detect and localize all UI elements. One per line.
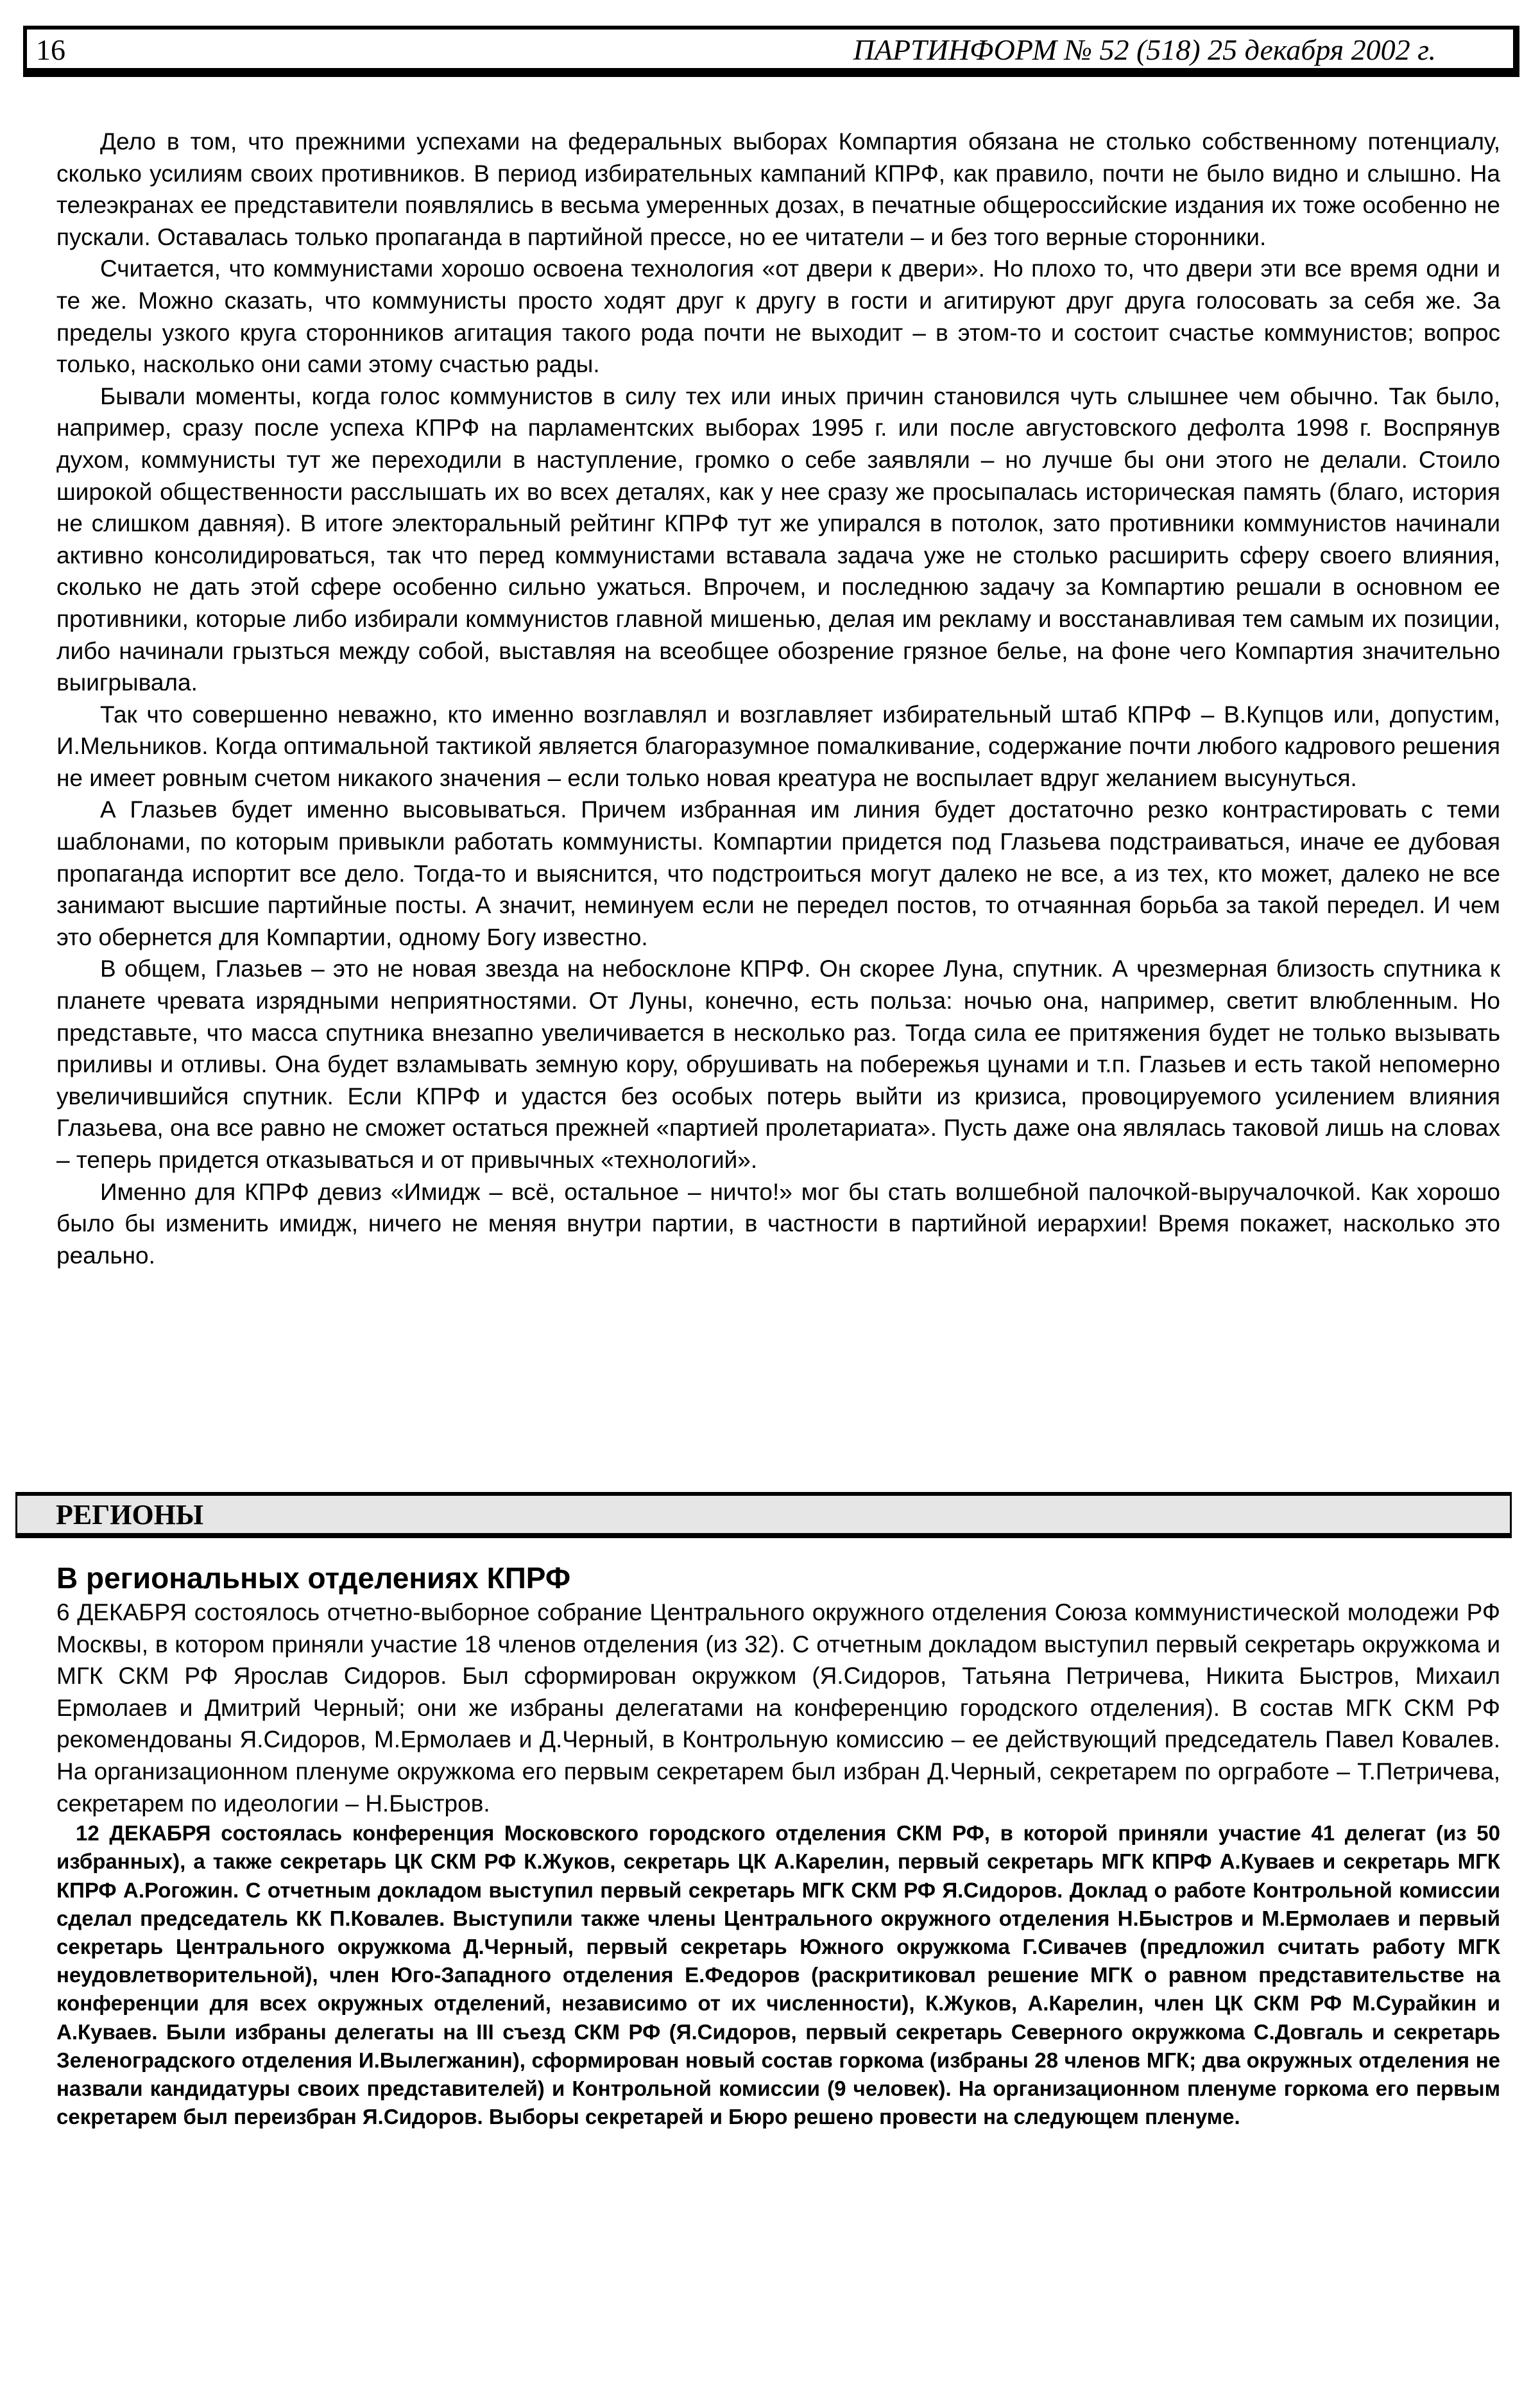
regions-section xyxy=(56,1559,1500,2131)
article-paragraph: Так что совершенно неважно, кто именно возглавлял и возглавляет избирательный штаб КПРФ – В.Купцов или, допустим, И.Мельников. Когда оптимальной тактикой является благоразумное помалкивание, содержание почти любого кадрового решения не имеет ровным счетом никакого значения – если только новая креатура не воспылает вдруг желанием высунуться. xyxy=(56,701,1500,791)
section-banner xyxy=(15,1492,1512,1538)
page-header xyxy=(23,26,1519,77)
publication-title: ПАРТИНФОРМ № 52 (518) 25 декабря 2002 г. xyxy=(853,33,1436,66)
article-paragraph: Именно для КПРФ девиз «Имидж – всё, остальное – ничто!» мог бы стать волшебной палочкой-выручалочкой. Как хорошо было бы изменить имидж, ничего не меняя внутри партии, в частности в партийной иерархии! Время покажет, насколько это реально. xyxy=(56,1178,1500,1269)
section-label: РЕГИОНЫ xyxy=(56,1499,204,1530)
news-paragraph-bold: 12 ДЕКАБРЯ состоялась конференция Московского городского отделения СКМ РФ, в которой приняли участие 41 делегат (из 50 избранных), а также секретарь ЦК СКМ РФ К.Жуков, секретарь ЦК А.Карелин, первый секретарь МГК КПРФ А.Куваев и секретарь МГК КПРФ А.Рогожин. С отчетным докладом выступил первый секретарь МГК СКМ РФ Я.Сидоров. Доклад о работе Контрольной комиссии сделал председатель КК П.Ковалев. Выступили также члены Центрального окружного отделения Н.Быстров и М.Ермолаев и первый секретарь Центрального окружкома Д.Черный, первый секретарь Южного окружкома Г.Сивачев (предложил считать работу МГК неудовлетворительной), член Юго-Западного отделения Е.Федоров (раскритиковал решение МГК о равном представительстве на конференции для всех окружных отделений, независимо от их численности), К.Жуков, А.Карелин, член ЦК СКМ РФ М.Сурайкин и А.Куваев. Были избраны делегаты на III съезд СКМ РФ (Я.Сидоров, первый секретарь Северного окружкома С.Довгаль и секретарь Зеленоградского отделения И.Вылегжанин), сформирован новый состав горкома (избраны 28 членов МГК; два окружных отделения не назвали кандидатуры своих представителей) и Контрольной комиссии (9 человек). На организационном пленуме горкома его первым секретарем был переизбран Я.Сидоров. Выборы секретарей и Бюро решено провести на следующем пленуме. xyxy=(56,1821,1500,2129)
page-number: 16 xyxy=(36,33,65,66)
section-heading: В региональных отделениях КПРФ xyxy=(56,1561,571,1595)
article-paragraph: В общем, Глазьев – это не новая звезда на небосклоне КПРФ. Он скорее Луна, спутник. А чрезмерная близость спутника к планете чревата изрядными неприятностями. От Луны, конечно, есть польза: ночью она, например, светит влюбленным. Но представьте, что масса спутника внезапно увеличивается в несколько раз. Тогда сила ее притяжения будет не только вызывать приливы и отливы. Она будет взламывать земную кору, обрушивать на побережья цунами и т.п. Глазьев и есть такой непомерно увеличившийся спутник. Если КПРФ и удастся без особых потерь выйти из кризиса, провоцируемого усилением влияния Глазьева, она все равно не сможет остаться прежней «партией пролетариата». Пусть даже она являлась таковой лишь на словах – теперь придется отказываться и от привычных «технологий». xyxy=(56,955,1500,1173)
article-body xyxy=(56,126,1500,1271)
article-paragraph: А Глазьев будет именно высовываться. Причем избранная им линия будет достаточно резко контрастировать с теми шаблонами, по которым привыкли работать коммунисты. Компартии придется под Глазьева подстраиваться, иначе ее дубовая пропаганда испортит все дело. Тогда-то и выяснится, что подстроиться могут далеко не все, а из тех, кто может, далеко не все занимают высшие партийные посты. А значит, неминуем если не передел постов, то отчаянная борьба за такой передел. И чем это обернется для Компартии, одному Богу известно. xyxy=(56,796,1500,950)
news-paragraph: 6 ДЕКАБРЯ состоялось отчетно-выборное собрание Центрального окружного отделения Союза коммунистической молодежи РФ Москвы, в котором приняли участие 18 членов отделения (из 32). С отчетным докладом выступил первый секретарь окружкома и МГК СКМ РФ Ярослав Сидоров. Был сформирован окружком (Я.Сидоров, Татьяна Петричева, Никита Быстров, Михаил Ермолаев и Дмитрий Черный; они же избраны делегатами на конференцию городского отделения). В состав МГК СКМ РФ рекомендованы Я.Сидоров, М.Ермолаев и Д.Черный, в Контрольную комиссию – ее действующий председатель Павел Ковалев. На организационном пленуме окружкома его первым секретарем был избран Д.Черный, секретарем по оргработе – Т.Петричева, секретарем по идеологии – Н.Быстров. xyxy=(56,1599,1500,1817)
article-paragraph: Бывали моменты, когда голос коммунистов в силу тех или иных причин становился чуть слышнее чем обычно. Так было, например, сразу после успеха КПРФ на парламентских выборах 1995 г. или после августовского дефолта 1998 г. Воспрянув духом, коммунисты тут же переходили в наступление, громко о себе заявляли – но лучше бы они этого не делали. Стоило широкой общественности расслышать их во всех деталях, как у нее сразу же просыпалась историческая память (благо, история не слишком давняя). В итоге электоральный рейтинг КПРФ тут же упирался в потолок, зато противники коммунистов начинали активно консолидироваться, так что перед коммунистами вставала задача уже не столько расширить сферу своего влияния, сколько не дать этой сфере особенно сильно ужаться. Впрочем, и последнюю задачу за Компартию решали в основном ее противники, которые либо избирали коммунистов главной мишенью, делая им рекламу и восстанавливая тем самым их позиции, либо начинали грызться между собой, выставляя на всеобщее обозрение грязное белье, на фоне чего Компартия значительно выигрывала. xyxy=(56,382,1500,696)
article-paragraph: Дело в том, что прежними успехами на федеральных выборах Компартия обязана не столько собственному потенциалу, сколько усилиям своих противников. В период избирательных кампаний КПРФ, как правило, почти не было видно и слышно. На телеэкранах ее представители появлялись в весьма умеренных дозах, в печатные общероссийские издания их тоже особенно не пускали. Оставалась только пропаганда в партийной прессе, но ее читатели – и без того верные сторонники. xyxy=(56,128,1500,250)
article-paragraph: Считается, что коммунистами хорошо освоена технология «от двери к двери». Но плохо то, что двери эти все время одни и те же. Можно сказать, что коммунисты просто ходят друг к другу в гости и агитируют друг друга голосовать за себя же. За пределы узкого круга сторонников агитация такого рода почти не выходит – в этом-то и состоит счастье коммунистов; вопрос только, насколько они сами этому счастью рады. xyxy=(56,255,1500,378)
